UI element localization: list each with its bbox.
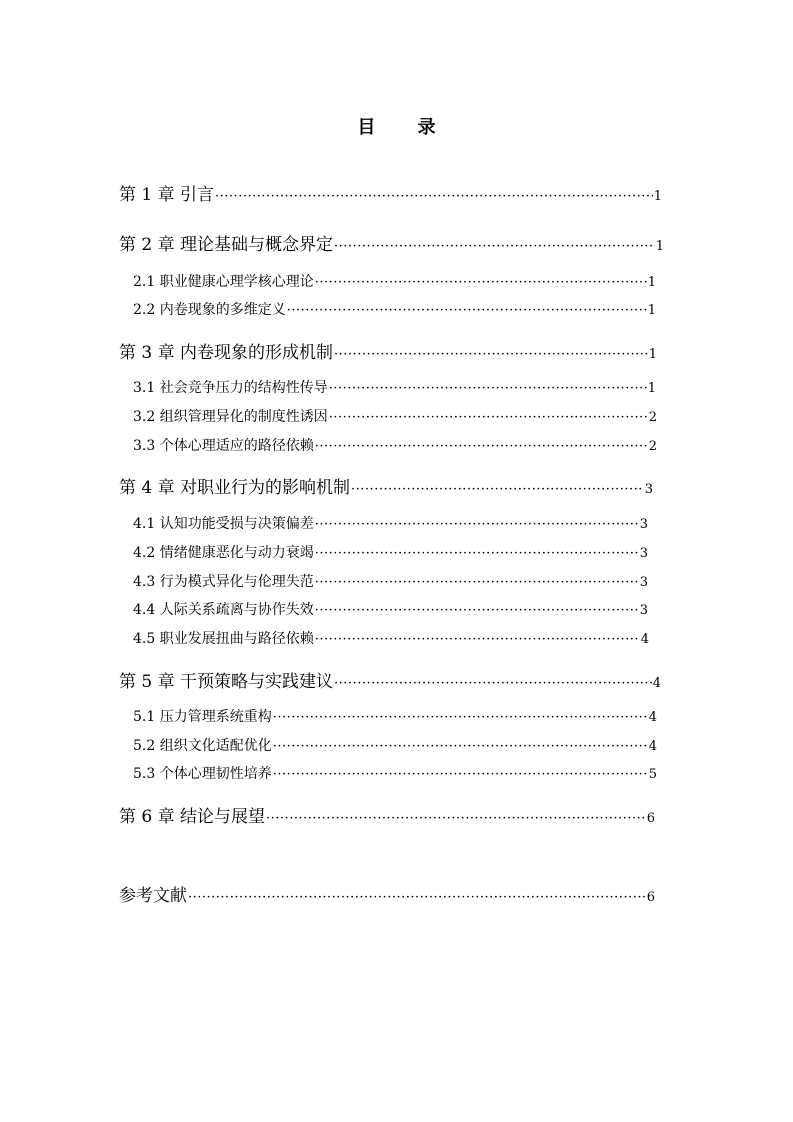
- toc-entry-label: 5.1 压力管理系统重构: [133, 709, 272, 725]
- toc-entry[interactable]: [133, 513, 648, 533]
- toc-entry-page: 3: [639, 603, 648, 618]
- dot-leader: [287, 303, 647, 318]
- dot-leader: [329, 381, 647, 396]
- toc-entry-label: 第 1 章 引言: [119, 185, 215, 205]
- toc-entry[interactable]: [133, 763, 657, 783]
- toc-entry-page: 6: [646, 890, 655, 905]
- dot-leader: [273, 739, 648, 754]
- toc-entry-label: 4.2 情绪健康恶化与动力衰竭: [133, 545, 314, 561]
- dot-leader: [188, 890, 646, 905]
- toc-entry-label: 2.1 职业健康心理学核心理论: [133, 274, 314, 290]
- toc-entry-page: 1: [648, 347, 657, 362]
- dot-leader: [266, 811, 646, 826]
- toc-entry-label: 3.3 个体心理适应的路径依赖: [133, 438, 314, 454]
- toc-entry-label: 第 4 章 对职业行为的影响机制: [119, 478, 351, 498]
- toc-entry-page: 4: [652, 676, 661, 691]
- toc-entry-page: 1: [647, 381, 656, 396]
- toc-entry-label: 第 6 章 结论与展望: [119, 807, 266, 827]
- dot-leader: [273, 710, 648, 725]
- toc-entry[interactable]: [119, 473, 653, 498]
- dot-leader: [334, 347, 648, 362]
- toc-entry[interactable]: [119, 180, 662, 205]
- toc-entry-page: 3: [639, 575, 648, 590]
- dot-leader: [334, 239, 655, 254]
- toc-entry-label: 3.2 组织管理异化的制度性诱因: [133, 409, 328, 425]
- toc-entry[interactable]: [119, 881, 655, 906]
- dot-leader: [273, 767, 648, 782]
- toc-entry[interactable]: [119, 338, 657, 363]
- dot-leader: [315, 632, 640, 647]
- toc-entry-label: 第 5 章 干预策略与实践建议: [119, 672, 334, 692]
- toc-entry-label: 4.3 行为模式异化与伦理失范: [133, 574, 314, 590]
- toc-entry[interactable]: [133, 735, 657, 755]
- toc-entry-page: 2: [648, 410, 657, 425]
- toc-entry[interactable]: [133, 377, 656, 397]
- toc-entry-page: 4: [648, 710, 657, 725]
- toc-entry-page: 1: [647, 275, 656, 290]
- toc-entry-page: 3: [639, 546, 648, 561]
- dot-leader: [315, 517, 639, 532]
- dot-leader: [329, 410, 648, 425]
- dot-leader: [315, 575, 639, 590]
- toc-entry-page: 2: [648, 439, 657, 454]
- toc-entry[interactable]: [133, 542, 648, 562]
- toc-entry-page: 6: [646, 811, 655, 826]
- toc-entry-label: 3.1 社会竞争压力的结构性传导: [133, 380, 328, 396]
- toc-entry[interactable]: [119, 802, 655, 827]
- toc-entry-label: 参考文献: [119, 886, 187, 906]
- dot-leader: [351, 482, 644, 497]
- toc-entry-page: 3: [644, 482, 653, 497]
- toc-entry[interactable]: [133, 628, 649, 648]
- toc-entry-page: 5: [648, 767, 657, 782]
- dot-leader: [315, 439, 648, 454]
- toc-entry-label: 4.1 认知功能受损与决策偏差: [133, 516, 314, 532]
- toc-entry[interactable]: [133, 571, 648, 591]
- toc-entry-page: 1: [647, 303, 656, 318]
- toc-entry-page: 1: [655, 239, 664, 254]
- toc-entry-label: 第 3 章 内卷现象的形成机制: [119, 343, 334, 363]
- toc-entry-page: 4: [648, 739, 657, 754]
- toc-entry-label: 4.4 人际关系疏离与协作失效: [133, 602, 314, 618]
- toc-entry[interactable]: [133, 299, 656, 319]
- toc-entry-label: 4.5 职业发展扭曲与路径依赖: [133, 631, 314, 647]
- toc-entry-label: 5.3 个体心理韧性培养: [133, 766, 272, 782]
- toc-entry-label: 第 2 章 理论基础与概念界定: [119, 235, 334, 255]
- toc-entry[interactable]: [133, 271, 656, 291]
- dot-leader: [215, 189, 653, 204]
- dot-leader: [315, 546, 639, 561]
- toc-entry[interactable]: [119, 667, 661, 692]
- toc-entry[interactable]: [133, 406, 657, 426]
- toc-entry-page: 4: [640, 632, 649, 647]
- toc-title: 目 录: [357, 117, 454, 138]
- dot-leader: [334, 676, 652, 691]
- toc-entry[interactable]: [119, 230, 664, 255]
- toc-entry[interactable]: [133, 599, 648, 619]
- toc-entry-label: 2.2 内卷现象的多维定义: [133, 302, 286, 318]
- dot-leader: [315, 275, 647, 290]
- toc-entry[interactable]: [133, 435, 657, 455]
- toc-entry-page: 1: [653, 189, 662, 204]
- dot-leader: [315, 603, 639, 618]
- toc-entry-page: 3: [639, 517, 648, 532]
- toc-entry-label: 5.2 组织文化适配优化: [133, 738, 272, 754]
- toc-entry[interactable]: [133, 706, 657, 726]
